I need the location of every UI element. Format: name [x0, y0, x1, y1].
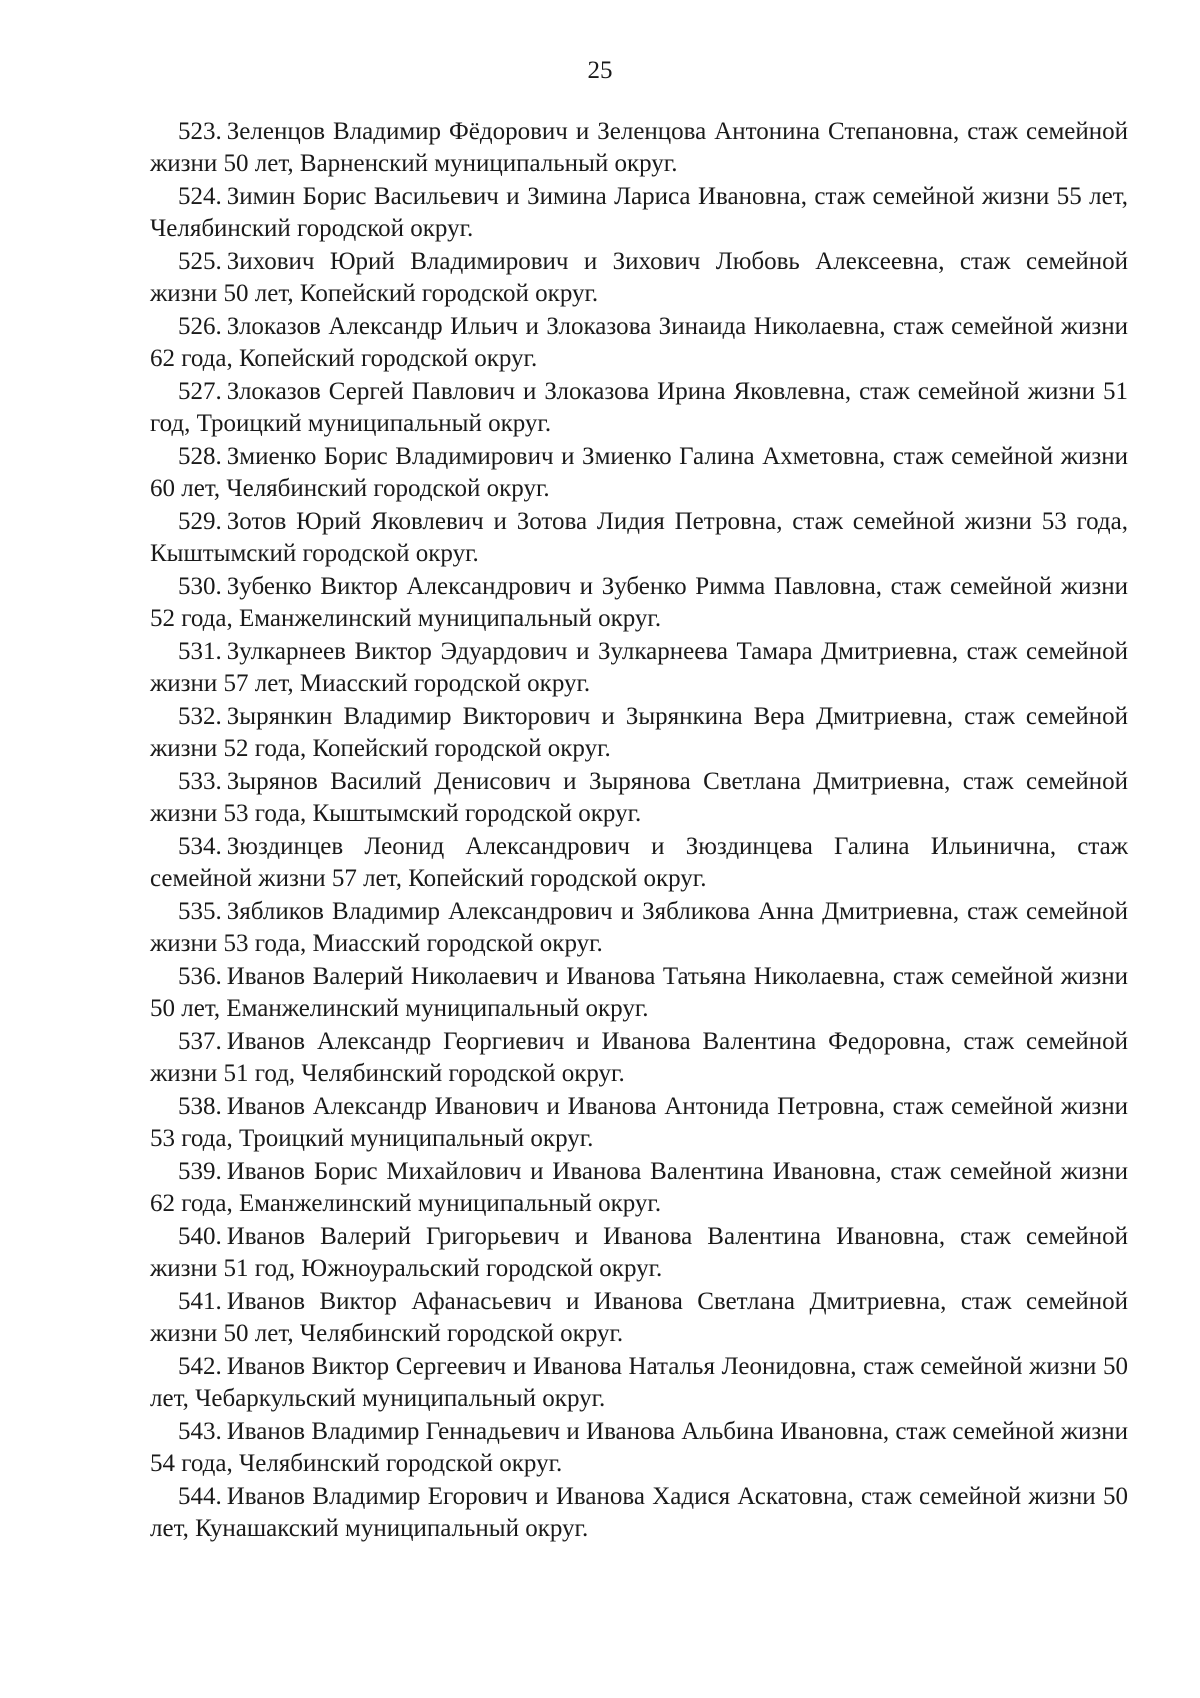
entry-number: 543. — [178, 1418, 222, 1445]
entry-text: Зихович Юрий Владимирович и Зихович Любовь Алексеевна, стаж семейной жизни 50 лет, Копейский городской округ. — [150, 248, 1128, 307]
entry-number: 526. — [178, 313, 222, 340]
entry-number: 528. — [178, 443, 222, 470]
list-item — [150, 961, 1128, 1025]
entry-text: Иванов Валерий Николаевич и Иванова Татьяна Николаевна, стаж семейной жизни 50 лет, Еманжелинский муниципальный округ. — [150, 963, 1128, 1022]
entry-text: Иванов Виктор Афанасьевич и Иванова Светлана Дмитриевна, стаж семейной жизни 50 лет, Челябинский городской округ. — [150, 1288, 1128, 1347]
entry-text: Зябликов Владимир Александрович и Зябликова Анна Дмитриевна, стаж семейной жизни 53 года, Миасский городской округ. — [150, 898, 1128, 957]
entry-text: Зубенко Виктор Александрович и Зубенко Римма Павловна, стаж семейной жизни 52 года, Еманжелинский муниципальный округ. — [150, 573, 1128, 632]
entry-number: 540. — [178, 1223, 222, 1250]
entry-text: Иванов Владимир Егорович и Иванова Хадися Аскатовна, стаж семейной жизни 50 лет, Кунашакский муниципальный округ. — [150, 1483, 1128, 1542]
entry-text: Зотов Юрий Яковлевич и Зотова Лидия Петровна, стаж семейной жизни 53 года, Кыштымский городской округ. — [150, 508, 1128, 567]
list-item — [150, 1156, 1128, 1220]
list-item — [150, 831, 1128, 895]
entry-number: 523. — [178, 118, 222, 145]
entry-text: Иванов Александр Георгиевич и Иванова Валентина Федоровна, стаж семейной жизни 51 год, Челябинский городской округ. — [150, 1028, 1128, 1087]
list-item — [150, 311, 1128, 375]
list-item — [150, 1091, 1128, 1155]
list-item — [150, 376, 1128, 440]
list-item — [150, 701, 1128, 765]
list-item — [150, 571, 1128, 635]
entry-list — [150, 116, 1128, 1546]
entry-text: Зюздинцев Леонид Александрович и Зюздинцева Галина Ильинична, стаж семейной жизни 57 лет, Копейский городской округ. — [150, 833, 1128, 892]
entry-text: Зимин Борис Васильевич и Зимина Лариса Ивановна, стаж семейной жизни 55 лет, Челябинский городской округ. — [150, 183, 1128, 242]
entry-number: 538. — [178, 1093, 222, 1120]
entry-text: Зырянкин Владимир Викторович и Зырянкина Вера Дмитриевна, стаж семейной жизни 52 года, Копейский городской округ. — [150, 703, 1128, 762]
list-item — [150, 1221, 1128, 1285]
list-item — [150, 1416, 1128, 1480]
entry-number: 539. — [178, 1158, 222, 1185]
entry-number: 531. — [178, 638, 222, 665]
entry-number: 525. — [178, 248, 222, 275]
entry-number: 533. — [178, 768, 222, 795]
list-item — [150, 441, 1128, 505]
entry-text: Злоказов Сергей Павлович и Злоказова Ирина Яковлевна, стаж семейной жизни 51 год, Троицкий муниципальный округ. — [150, 378, 1128, 437]
entry-text: Зеленцов Владимир Фёдорович и Зеленцова Антонина Степановна, стаж семейной жизни 50 лет, Варненский муниципальный округ. — [150, 118, 1128, 177]
entry-text: Злоказов Александр Ильич и Злоказова Зинаида Николаевна, стаж семейной жизни 62 года, Копейский городской округ. — [150, 313, 1128, 372]
entry-number: 544. — [178, 1483, 222, 1510]
entry-number: 529. — [178, 508, 222, 535]
entry-number: 530. — [178, 573, 222, 600]
entry-number: 541. — [178, 1288, 222, 1315]
page-number: 25 — [587, 57, 613, 84]
list-item — [150, 896, 1128, 960]
entry-number: 524. — [178, 183, 222, 210]
entry-number: 542. — [178, 1353, 222, 1380]
list-item — [150, 246, 1128, 310]
list-item — [150, 506, 1128, 570]
entry-text: Иванов Александр Иванович и Иванова Антонида Петровна, стаж семейной жизни 53 года, Троицкий муниципальный округ. — [150, 1093, 1128, 1152]
entry-text: Змиенко Борис Владимирович и Змиенко Галина Ахметовна, стаж семейной жизни 60 лет, Челябинский городской округ. — [150, 443, 1128, 502]
entry-number: 527. — [178, 378, 222, 405]
entry-text: Иванов Владимир Геннадьевич и Иванова Альбина Ивановна, стаж семейной жизни 54 года, Челябинский городской округ. — [150, 1418, 1128, 1477]
entry-text: Иванов Борис Михайлович и Иванова Валентина Ивановна, стаж семейной жизни 62 года, Еманжелинский муниципальный округ. — [150, 1158, 1128, 1217]
list-item — [150, 1351, 1128, 1415]
list-item — [150, 636, 1128, 700]
entry-number: 532. — [178, 703, 222, 730]
list-item — [150, 766, 1128, 830]
entry-number: 534. — [178, 833, 222, 860]
entry-text: Иванов Виктор Сергеевич и Иванова Наталья Леонидовна, стаж семейной жизни 50 лет, Чебаркульский муниципальный округ. — [150, 1353, 1128, 1412]
entry-text: Иванов Валерий Григорьевич и Иванова Валентина Ивановна, стаж семейной жизни 51 год, Южноуральский городской округ. — [150, 1223, 1128, 1282]
list-item — [150, 181, 1128, 245]
list-item — [150, 1026, 1128, 1090]
entry-text: Зулкарнеев Виктор Эдуардович и Зулкарнеева Тамара Дмитриевна, стаж семейной жизни 57 лет, Миасский городской округ. — [150, 638, 1128, 697]
list-item — [150, 1481, 1128, 1545]
entry-number: 536. — [178, 963, 222, 990]
list-item — [150, 116, 1128, 180]
entry-number: 535. — [178, 898, 222, 925]
entry-number: 537. — [178, 1028, 222, 1055]
entry-text: Зырянов Василий Денисович и Зырянова Светлана Дмитриевна, стаж семейной жизни 53 года, Кыштымский городской округ. — [150, 768, 1128, 827]
list-item — [150, 1286, 1128, 1350]
